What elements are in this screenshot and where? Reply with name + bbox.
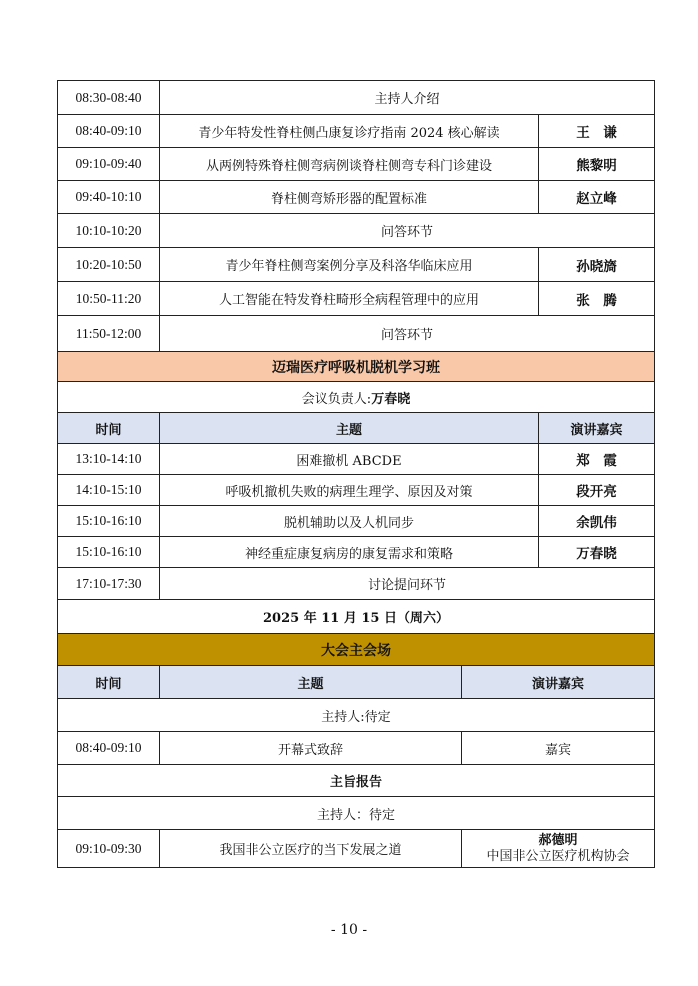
speaker-cell: 张 腾 <box>539 282 655 316</box>
topic-cell: 青少年脊柱侧弯案例分享及科洛华临床应用 <box>160 248 539 282</box>
date-row <box>58 600 655 634</box>
table-row <box>58 316 655 352</box>
time-cell: 13:10-14:10 <box>58 444 160 475</box>
time-cell: 10:10-10:20 <box>58 214 160 248</box>
topic-cell: 脊柱侧弯矫形器的配置标准 <box>160 181 539 214</box>
host-row <box>58 797 655 830</box>
table-row <box>58 444 655 475</box>
topic-cell: 呼吸机撤机失败的病理生理学、原因及对策 <box>160 475 539 506</box>
table-row <box>58 148 655 181</box>
time-cell: 10:20-10:50 <box>58 248 160 282</box>
time-cell: 15:10-16:10 <box>58 506 160 537</box>
speaker-name: 郝德明 <box>538 832 578 848</box>
speaker-cell: 郑 霞 <box>539 444 655 475</box>
header-row <box>58 666 655 699</box>
host-row <box>58 699 655 732</box>
chair-name: 万春晓 <box>371 391 411 407</box>
topic-cell: 问答环节 <box>160 214 655 248</box>
speaker-cell: 万春晓 <box>539 537 655 568</box>
table-row <box>58 282 655 316</box>
header-speaker: 演讲嘉宾 <box>462 666 655 699</box>
table-row <box>58 506 655 537</box>
table-row <box>58 475 655 506</box>
topic-cell: 人工智能在特发脊柱畸形全病程管理中的应用 <box>160 282 539 316</box>
topic-cell: 脱机辅助以及人机同步 <box>160 506 539 537</box>
host-cell: 主持人:待定 <box>58 699 655 732</box>
topic-cell: 我国非公立医疗的当下发展之道 <box>160 830 462 868</box>
table-row <box>58 181 655 214</box>
table-row <box>58 248 655 282</box>
header-time: 时间 <box>58 666 160 699</box>
host-cell: 主持人：待定 <box>58 797 655 830</box>
speaker-cell: 段开亮 <box>539 475 655 506</box>
table-row <box>58 115 655 148</box>
speaker-cell: 赵立峰 <box>539 181 655 214</box>
header-row <box>58 413 655 444</box>
topic-cell: 问答环节 <box>160 316 655 352</box>
header-topic: 主题 <box>160 666 462 699</box>
chair-cell <box>58 382 655 413</box>
time-cell: 14:10-15:10 <box>58 475 160 506</box>
topic-cell: 主持人介绍 <box>160 81 655 115</box>
topic-cell: 从两例特殊脊柱侧弯病例谈脊柱侧弯专科门诊建设 <box>160 148 539 181</box>
speaker-cell: 熊黎明 <box>539 148 655 181</box>
topic-cell: 开幕式致辞 <box>160 732 462 765</box>
time-cell: 09:10-09:30 <box>58 830 160 868</box>
section-title-row <box>58 352 655 382</box>
speaker-organization: 中国非公立医疗机构协会 <box>486 848 630 864</box>
time-cell: 15:10-16:10 <box>58 537 160 568</box>
speaker-cell <box>462 830 655 868</box>
time-cell: 11:50-12:00 <box>58 316 160 352</box>
table-row <box>58 830 655 868</box>
keynote-row <box>58 765 655 797</box>
header-speaker: 演讲嘉宾 <box>539 413 655 444</box>
page-number: - 10 - <box>330 922 368 938</box>
table-row <box>58 214 655 248</box>
header-topic: 主题 <box>160 413 539 444</box>
table-row <box>58 81 655 115</box>
chair-prefix: 会议负责人: <box>301 391 372 407</box>
time-cell: 10:50-11:20 <box>58 282 160 316</box>
time-cell: 17:10-17:30 <box>58 568 160 600</box>
speaker-cell: 余凯伟 <box>539 506 655 537</box>
topic-cell: 讨论提问环节 <box>160 568 655 600</box>
time-cell: 09:10-09:40 <box>58 148 160 181</box>
section-title: 大会主会场 <box>58 634 655 666</box>
chair-row <box>58 382 655 413</box>
time-cell: 08:40-09:10 <box>58 732 160 765</box>
time-cell: 08:40-09:10 <box>58 115 160 148</box>
time-cell: 08:30-08:40 <box>58 81 160 115</box>
schedule-page <box>57 80 654 868</box>
speaker-cell: 孙晓旖 <box>539 248 655 282</box>
time-cell: 09:40-10:10 <box>58 181 160 214</box>
section-title: 迈瑞医疗呼吸机脱机学习班 <box>58 352 655 382</box>
speaker-cell: 嘉宾 <box>462 732 655 765</box>
topic-cell: 青少年特发性脊柱侧凸康复诊疗指南 2024 核心解读 <box>160 115 539 148</box>
topic-cell: 神经重症康复病房的康复需求和策略 <box>160 537 539 568</box>
topic-cell: 困难撤机 ABCDE <box>160 444 539 475</box>
keynote-title: 主旨报告 <box>58 765 655 797</box>
header-time: 时间 <box>58 413 160 444</box>
table-row <box>58 732 655 765</box>
schedule-table <box>57 80 655 868</box>
speaker-cell: 王 谦 <box>539 115 655 148</box>
table-row <box>58 568 655 600</box>
table-row <box>58 537 655 568</box>
section-title-row <box>58 634 655 666</box>
date-line: 2025 年 11 月 15 日（周六） <box>58 600 655 634</box>
